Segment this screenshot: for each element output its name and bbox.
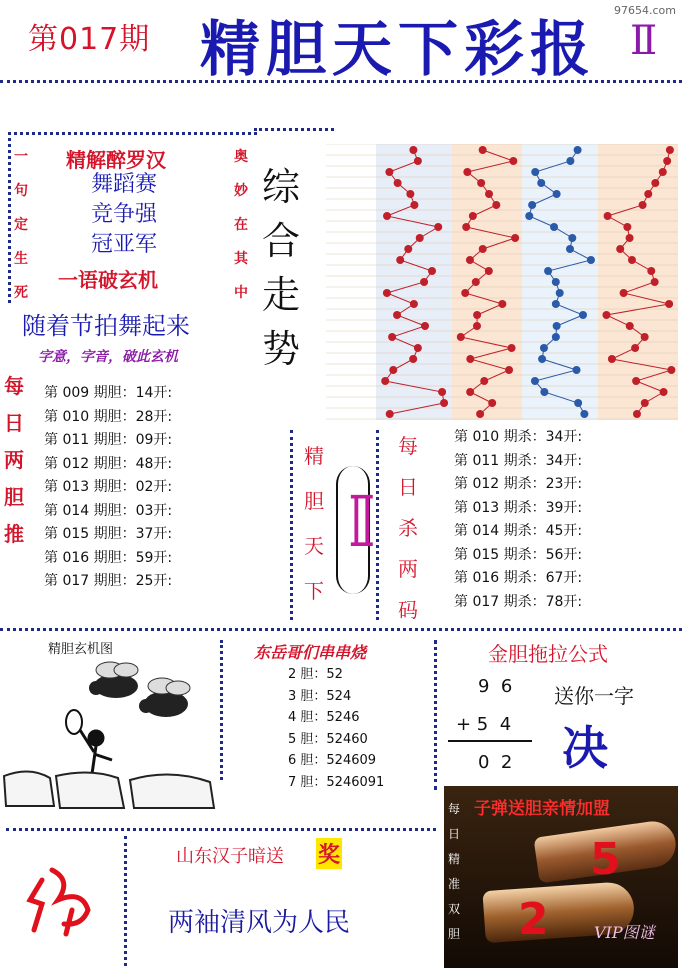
list-item: 第 009 期胆：14开: <box>44 385 173 401</box>
bullet-number-a: 5 <box>590 834 621 885</box>
prize-badge: 奖 <box>316 838 342 869</box>
trend-point <box>466 355 474 363</box>
trend-point <box>410 300 418 308</box>
trend-point <box>616 245 624 253</box>
trend-point <box>396 256 404 264</box>
trend-point <box>388 333 396 341</box>
page-title: 精胆天下彩报 <box>200 15 596 85</box>
trend-point <box>457 333 465 341</box>
trend-point <box>406 190 414 198</box>
trend-point <box>663 157 671 165</box>
trend-point <box>665 300 673 308</box>
trend-point <box>393 311 401 319</box>
list-item: 4 胆：5246 <box>288 710 360 725</box>
trend-point <box>404 245 412 253</box>
riddle-left-column: 一 句 定 生 死 <box>14 149 28 301</box>
formula-line <box>448 740 532 742</box>
trend-point <box>416 234 424 242</box>
trend-point <box>488 399 496 407</box>
trend-point <box>394 179 402 187</box>
list-item: 2 胆：52 <box>288 667 343 682</box>
trend-point <box>414 157 422 165</box>
formula-top: 9 6 <box>478 676 513 697</box>
title-roman-numeral: Ⅱ <box>630 18 658 64</box>
trend-point <box>479 146 487 154</box>
trend-point <box>552 278 560 286</box>
trend-point <box>469 212 477 220</box>
daily-dan-label: 每 日 两 胆 推 <box>4 374 24 546</box>
trend-point <box>498 300 506 308</box>
trend-point <box>473 322 481 330</box>
bullet-number-b: 2 <box>518 894 549 945</box>
trend-point <box>485 267 493 275</box>
list-item: 第 010 期杀：34开: <box>454 429 583 445</box>
trend-point <box>574 146 582 154</box>
trend-point <box>492 201 500 209</box>
trend-point <box>644 190 652 198</box>
riddle-right-column: 奥 妙 在 其 中 <box>234 149 248 301</box>
riddle-footer: 一语破玄机 <box>58 268 158 292</box>
trend-point <box>505 366 513 374</box>
chain-right-divider <box>434 640 437 790</box>
bullet-brand: VIP图谜 <box>594 923 655 942</box>
list-item: 第 010 期胆：28开: <box>44 408 173 425</box>
motto: 两袖清风为人民 <box>168 908 351 938</box>
header-divider <box>0 80 682 83</box>
trend-chart-svg <box>326 144 678 420</box>
trend-point <box>385 168 393 176</box>
trend-point <box>485 190 493 198</box>
trend-point <box>531 377 539 385</box>
trend-point <box>632 377 640 385</box>
trend-point <box>462 223 470 231</box>
trend-point <box>556 289 564 297</box>
list-item: 7 胆：5246091 <box>288 774 385 790</box>
bee-icon <box>139 678 190 717</box>
trend-point <box>580 410 588 418</box>
trend-top-divider <box>254 128 334 131</box>
trend-point <box>633 410 641 418</box>
trend-point <box>626 322 634 330</box>
trend-point <box>574 399 582 407</box>
trend-point <box>461 289 469 297</box>
trend-point <box>623 223 631 231</box>
center-roman-numeral: Ⅱ <box>348 481 375 563</box>
trend-point <box>540 388 548 396</box>
trend-point <box>473 311 481 319</box>
trend-point <box>438 388 446 396</box>
list-item: 3 胆：524 <box>288 688 352 704</box>
trend-point <box>660 388 668 396</box>
trend-title: 综 合 走 势 <box>262 165 301 371</box>
list-item: 第 014 期杀：45开: <box>454 523 583 539</box>
trend-band <box>326 144 376 420</box>
trend-point <box>544 267 552 275</box>
trend-point <box>528 201 536 209</box>
trend-point <box>409 355 417 363</box>
trend-point <box>509 157 517 165</box>
trend-point <box>508 344 516 352</box>
list-item: 第 011 期胆：09开: <box>44 432 173 448</box>
formula-gift: 送你一字 <box>554 684 634 708</box>
list-item: 第 017 期杀：78开: <box>454 593 583 610</box>
trend-point <box>434 223 442 231</box>
trend-point <box>383 289 391 297</box>
trend-point <box>641 399 649 407</box>
bee-icon <box>89 662 138 698</box>
bullet-title: 子弹送胆亲情加盟 <box>474 799 610 819</box>
trend-point <box>602 311 610 319</box>
trend-point <box>383 212 391 220</box>
trend-point <box>647 267 655 275</box>
trend-point <box>477 179 485 187</box>
trend-point <box>421 322 429 330</box>
list-item: 6 胆：524609 <box>288 753 377 768</box>
list-item: 第 012 期胆：48开: <box>44 455 173 472</box>
list-item: 第 015 期胆：37开: <box>44 526 173 542</box>
trend-point <box>440 399 448 407</box>
trend-point <box>381 377 389 385</box>
trend-point <box>479 245 487 253</box>
list-item: 第 011 期杀：34开: <box>454 452 583 469</box>
trend-point <box>409 146 417 154</box>
daily-kill-list <box>454 426 582 614</box>
list-item: 第 012 期杀：23开: <box>454 476 583 492</box>
trend-point <box>550 223 558 231</box>
center-right-divider <box>376 430 379 620</box>
formula-plus: + 5 4 <box>456 714 512 735</box>
watermark: 97654.com <box>614 4 676 17</box>
trend-point <box>587 256 595 264</box>
trend-point <box>608 355 616 363</box>
trend-point <box>604 212 612 220</box>
list-item: 5 胆：52460 <box>288 731 368 747</box>
trend-point <box>414 344 422 352</box>
mid-divider <box>0 628 682 631</box>
trend-point <box>463 168 471 176</box>
trend-point <box>466 256 474 264</box>
trend-point <box>386 410 394 418</box>
trend-point <box>466 388 474 396</box>
trend-point <box>538 355 546 363</box>
trend-point <box>480 377 488 385</box>
trend-point <box>620 289 628 297</box>
trend-point <box>568 234 576 242</box>
trend-point <box>651 278 659 286</box>
trend-point <box>631 344 639 352</box>
trend-point <box>428 267 436 275</box>
trend-point <box>659 168 667 176</box>
trend-point <box>566 157 574 165</box>
issue-label: 第017期 <box>28 22 151 57</box>
trend-point <box>553 190 561 198</box>
center-left-divider <box>290 430 293 620</box>
trend-point <box>531 168 539 176</box>
riddle-lines: 舞蹈赛 竞争强 冠亚军 <box>90 172 157 257</box>
riddle-heading: 精解醉罗汉 <box>66 148 166 172</box>
trend-chart <box>326 144 678 420</box>
trend-point <box>553 322 561 330</box>
bottom-left-divider <box>124 836 127 966</box>
bullet-side-text: 每 日 精 准 双 胆 <box>448 802 461 941</box>
handwritten-signature <box>22 860 102 940</box>
center-label: 精 胆 天 下 <box>304 444 324 603</box>
trend-point <box>389 366 397 374</box>
sender-name: 山东汉子暗送 <box>176 846 284 867</box>
mystery-illustration <box>0 656 230 816</box>
chain-list <box>288 664 384 793</box>
trend-point <box>511 234 519 242</box>
list-item: 第 013 期杀：39开: <box>454 499 583 516</box>
trend-point <box>566 245 574 253</box>
trend-point <box>476 410 484 418</box>
trend-point <box>552 300 560 308</box>
trend-point <box>626 234 634 242</box>
list-item: 第 016 期胆：59开: <box>44 549 173 566</box>
chain-left-divider <box>220 640 223 780</box>
trend-point <box>552 333 560 341</box>
trend-point <box>579 311 587 319</box>
slogan: 随着节拍舞起来 <box>22 312 190 340</box>
list-item: 第 014 期胆：03开: <box>44 502 173 519</box>
trend-point <box>641 333 649 341</box>
pot-icon <box>4 771 214 808</box>
mystery-title: 精胆玄机图 <box>48 642 114 657</box>
daily-dan-list <box>44 382 172 594</box>
bullet-promo <box>444 786 678 968</box>
list-item: 第 017 期胆：25开: <box>44 573 173 589</box>
trend-point <box>537 179 545 187</box>
list-item: 第 015 期杀：56开: <box>454 546 583 563</box>
list-item: 第 016 期杀：67开: <box>454 570 583 586</box>
trend-point <box>573 366 581 374</box>
trend-point <box>410 201 418 209</box>
riddle-hint: 字意，字音，破此玄机 <box>38 349 178 365</box>
trend-point <box>667 366 675 374</box>
trend-point <box>472 278 480 286</box>
trend-point <box>651 179 659 187</box>
trend-point <box>639 201 647 209</box>
trend-point <box>420 278 428 286</box>
list-item: 第 013 期胆：02开: <box>44 479 173 495</box>
formula-title: 金胆拖拉公式 <box>488 642 608 666</box>
chain-title: 东岳哥们串串烧 <box>254 643 367 662</box>
trend-point <box>666 146 674 154</box>
daily-kill-label: 每 日 杀 两 码 <box>398 434 418 622</box>
formula-result: 0 2 <box>478 752 513 773</box>
trend-point <box>540 344 548 352</box>
trend-point <box>525 212 533 220</box>
formula-word: 决 <box>562 721 608 775</box>
bottom-divider <box>6 828 436 831</box>
trend-point <box>628 256 636 264</box>
